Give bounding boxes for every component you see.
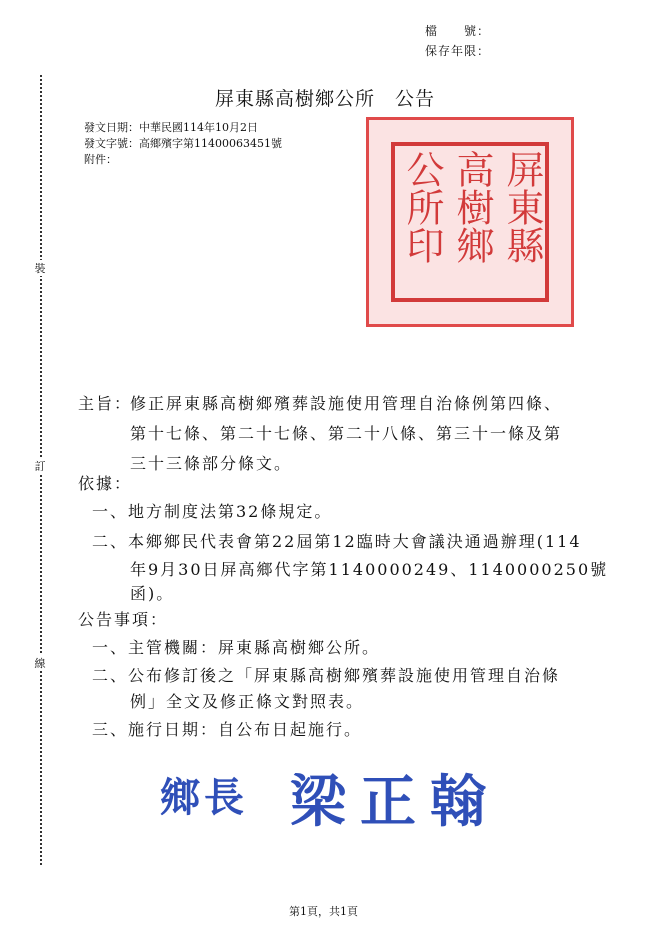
notice-item-3: 三、施行日期：自公布日起施行。 xyxy=(92,720,363,739)
basis-item-2-line-3: 函)。 xyxy=(130,584,175,603)
basis-item-2-line-2: 年9月30日屏高鄉代字第1140000249、1140000250號 xyxy=(130,560,609,579)
subject-line-2: 第十七條、第二十七條、第二十八條、第三十一條及第 xyxy=(130,424,563,443)
subject-line-3: 三十三條部分條文。 xyxy=(130,454,293,473)
basis-item-1: 一、地方制度法第32條規定。 xyxy=(92,502,333,521)
file-number-label: 檔 號： xyxy=(425,24,491,38)
page-title: 屏東縣高樹鄉公所 公告 xyxy=(215,88,436,110)
signature-name: 梁正翰 xyxy=(290,769,500,835)
binding-mark-zhuang: 裝 xyxy=(31,260,49,276)
notice-item-2-line-1: 二、公布修訂後之「屏東縣高樹鄉殯葬設施使用管理自治條 xyxy=(92,666,561,685)
seal-text-column-3: 公所印 xyxy=(400,150,444,264)
basis-label: 依據： xyxy=(78,474,133,493)
notice-label: 公告事項： xyxy=(78,610,169,629)
notice-item-2-line-2: 例」全文及修正條文對照表。 xyxy=(130,692,365,711)
binding-mark-ding: 訂 xyxy=(31,458,49,474)
official-seal xyxy=(366,117,574,327)
subject-line-1: 修正屏東縣高樹鄉殯葬設施使用管理自治條例第四條、 xyxy=(130,394,563,413)
basis-item-2-line-1: 二、本鄉鄉民代表會第22屆第12臨時大會議決通過辦理(114 xyxy=(92,532,582,551)
subject-label: 主旨： xyxy=(78,394,133,413)
signature-title: 鄉長 xyxy=(160,774,248,821)
binding-mark-xian: 線 xyxy=(31,655,49,671)
page-number: 第1頁，共1頁 xyxy=(289,905,358,918)
notice-item-1: 一、主管機關：屏東縣高樹鄉公所。 xyxy=(92,638,381,657)
retention-period-label: 保存年限： xyxy=(425,44,491,58)
seal-text-column-1: 屏東縣 xyxy=(500,150,544,264)
seal-text-column-2: 高樹鄉 xyxy=(450,150,494,264)
document-number: 發文字號：高鄉殯字第11400063451號 xyxy=(84,137,282,150)
attachment-line: 附件： xyxy=(84,153,117,166)
issue-date: 發文日期：中華民國114年10月2日 xyxy=(84,121,258,134)
